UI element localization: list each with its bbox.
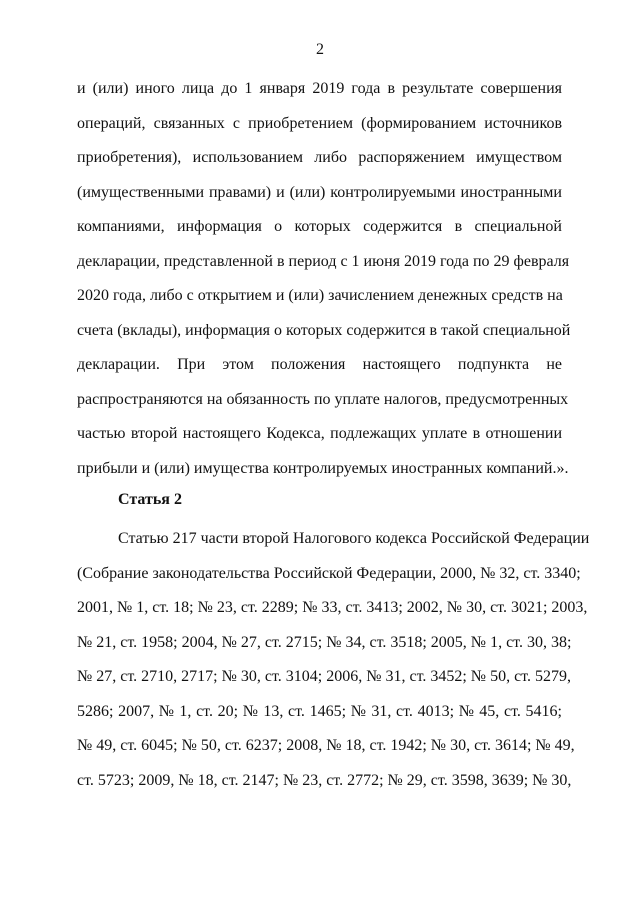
text-line: (имущественными правами) и (или) контролируемыми иностранными <box>77 183 562 201</box>
paragraph-continuation <box>77 72 571 486</box>
text-line: компаниями, информация о которых содержится в специальной <box>77 218 562 235</box>
text-line: № 49, ст. 6045; № 50, ст. 6237; 2008, № 18, ст. 1942; № 30, ст. 3614; № 49, <box>77 737 575 754</box>
text-line: прибыли и (или) имущества контролируемых иностранных компаний.». <box>77 459 569 477</box>
page-number: 2 <box>316 41 324 58</box>
article-heading: Статья 2 <box>118 491 182 508</box>
text-line: (Собрание законодательства Российской Федерации, 2000, № 32, ст. 3340; <box>77 564 581 582</box>
text-line: приобретения), использованием либо распоряжением имуществом <box>77 149 562 166</box>
text-line: 2001, № 1, ст. 18; № 23, ст. 2289; № 33, ст. 3413; 2002, № 30, ст. 3021; 2003, <box>77 599 588 616</box>
text-line: операций, связанных с приобретением (формированием источников <box>77 114 562 132</box>
text-line: № 27, ст. 2710, 2717; № 30, ст. 3104; 2006, № 31, ст. 3452; № 50, ст. 5279, <box>77 668 571 685</box>
text-line: распространяются на обязанность по уплате налогов, предусмотренных <box>77 390 569 408</box>
text-line: 2020 года, либо с открытием и (или) зачислением денежных средств на <box>77 287 563 304</box>
text-line: ст. 5723; 2009, № 18, ст. 2147; № 23, ст. 2772; № 29, ст. 3598, 3639; № 30, <box>77 771 572 789</box>
text-line: и (или) иного лица до 1 января 2019 года в результате совершения <box>77 80 562 97</box>
text-line: декларации, представленной в период с 1 июня 2019 года по 29 февраля <box>77 252 570 270</box>
text-line: счета (вклады), информация о которых содержится в такой специальной <box>77 321 571 339</box>
text-line: № 21, ст. 1958; 2004, № 27, ст. 2715; № 34, ст. 3518; 2005, № 1, ст. 30, 38; <box>77 633 572 651</box>
article-2-paragraph <box>77 522 590 798</box>
text-line: частью второй настоящего Кодекса, подлежащих уплате в отношении <box>77 425 562 442</box>
text-line: декларации. При этом положения настоящего подпункта не <box>77 356 562 373</box>
text-line: Статью 217 части второй Налогового кодекса Российской Федерации <box>118 530 590 547</box>
text-line: 5286; 2007, № 1, ст. 20; № 13, ст. 1465; № 31, ст. 4013; № 45, ст. 5416; <box>77 702 562 720</box>
